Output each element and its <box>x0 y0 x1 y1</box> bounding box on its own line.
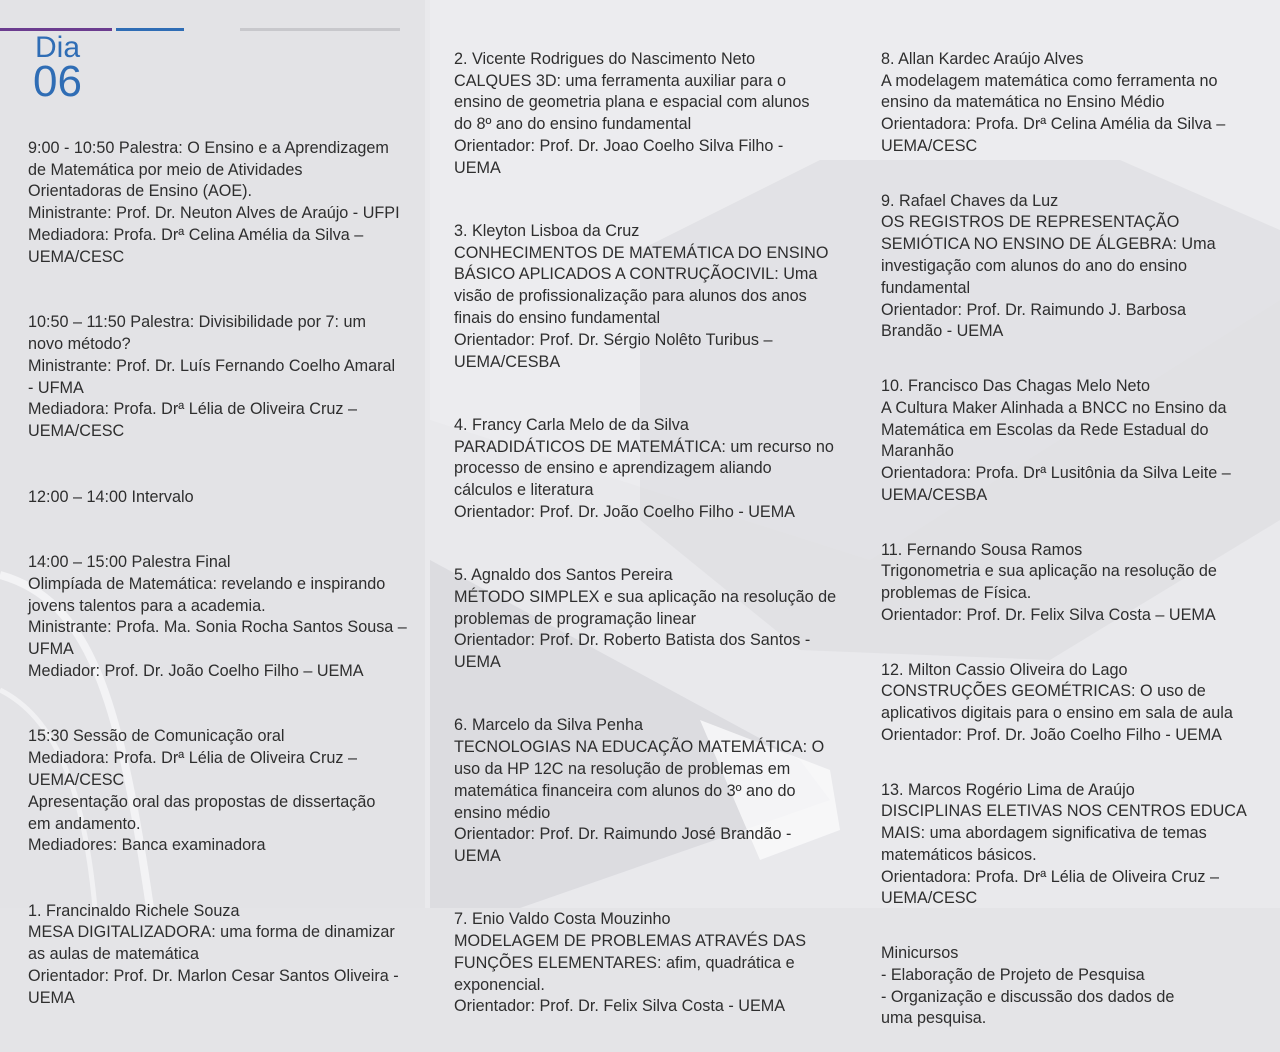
presentation-item: 9. Rafael Chaves da Luz OS REGISTROS DE REPRESENTAÇÃO SEMIÓTICA NO ENSINO DE ÁLGEBRA: Uma investigação com alunos do ano do ensino fundamental Orientador: Prof. Dr. Raimundo J. Barbosa Brandão - UEMA <box>881 191 1216 341</box>
presentation-item: 10. Francisco Das Chagas Melo Neto A Cultura Maker Alinhada a BNCC no Ensino da Matemática em Escolas da Rede Estadual do Maranhão Orientadora: Profa. Drª Lusitônia da Silva Leite – UEMA/CESBA <box>881 376 1231 504</box>
presentation-item: 7. Enio Valdo Costa Mouzinho MODELAGEM DE PROBLEMAS ATRAVÉS DAS FUNÇÕES ELEMENTARES: afim, quadrática e exponencial. Orientador: Prof. Dr. Felix Silva Costa - UEMA <box>454 910 807 1016</box>
minicourses-section: Minicursos - Elaboração de Projeto de Pesquisa - Organização e discussão dos dados de uma pesquisa. <box>881 944 1175 1028</box>
schedule-item: 12:00 – 14:00 Intervalo <box>28 487 194 506</box>
top-accent-line-grey <box>240 28 400 31</box>
schedule-item: 9:00 - 10:50 Palestra: O Ensino e a Aprendizagem de Matemática por meio de Atividades Orientadoras de Ensino (AOE). Ministrante: Prof. Dr. Neuton Alves de Araújo - UFPI Mediadora: Profa. Drª Celina Amélia da Silva – UEMA/CESC <box>28 138 400 266</box>
schedule-column <box>28 116 426 1031</box>
presentation-item: 6. Marcelo da Silva Penha TECNOLOGIAS NA EDUCAÇÃO MATEMÁTICA: O uso da HP 12C na resolução de problemas em matemática financeira com alunos do 3º ano do ensino médio Orientador: Prof. Dr. Raimundo José Brandão - UEMA <box>454 716 825 866</box>
schedule-item: 14:00 – 15:00 Palestra Final Olimpíada de Matemática: revelando e inspirando jovens talentos para a academia. Ministrante: Profa. Ma. Sonia Rocha Santos Sousa – UFMA Mediador: Prof. Dr. João Coelho Filho – UEMA <box>28 552 407 680</box>
presentation-item: 12. Milton Cassio Oliveira do Lago CONSTRUÇÕES GEOMÉTRICAS: O uso de aplicativos digitais para o ensino em sala de aula Orientador: Prof. Dr. João Coelho Filho - UEMA <box>881 660 1233 744</box>
day-label: Dia <box>35 31 81 64</box>
presentations-column-2 <box>454 27 846 1040</box>
presentation-item: 13. Marcos Rogério Lima de Araújo DISCIPLINAS ELETIVAS NOS CENTROS EDUCA MAIS: uma abordagem significativa de temas matemáticos básicos. Orientadora: Profa. Drª Lélia de Oliveira Cruz – UEMA/CESC <box>881 780 1247 908</box>
schedule-item: 10:50 – 11:50 Palestra: Divisibilidade por 7: um novo método? Ministrante: Prof. Dr. Luís Fernando Coelho Amaral - UFMA Mediadora: Profa. Drª Lélia de Oliveira Cruz – UEMA/CESC <box>28 313 396 441</box>
presentation-item: 1. Francinaldo Richele Souza MESA DIGITALIZADORA: uma forma de dinamizar as aulas de matemática Orientador: Prof. Dr. Marlon Cesar Santos Oliveira - UEMA <box>28 901 399 1007</box>
presentation-item: 8. Allan Kardec Araújo Alves A modelagem matemática como ferramenta no ensino da matemática no Ensino Médio Orientadora: Profa. Drª Celina Amélia da Silva – UEMA/CESC <box>881 49 1226 155</box>
presentation-item: 4. Francy Carla Melo de da Silva PARADIDÁTICOS DE MATEMÁTICA: um recurso no processo de ensino e aprendizagem aliando cálculos e literatura Orientador: Prof. Dr. João Coelho Filho - UEMA <box>454 415 834 521</box>
presentation-item: 11. Fernando Sousa Ramos Trigonometria e sua aplicação na resolução de problemas de Física. Orientador: Prof. Dr. Felix Silva Costa – UEMA <box>881 540 1217 624</box>
day-number: 06 <box>33 57 82 106</box>
presentations-column-3 <box>881 27 1253 1052</box>
presentation-item: 2. Vicente Rodrigues do Nascimento Neto CALQUES 3D: uma ferramenta auxiliar para o ensino de geometria plana e espacial com alunos do 8º ano do ensino fundamental Orientador: Prof. Dr. Joao Coelho Silva Filho - UEMA <box>454 49 810 177</box>
presentation-item: 5. Agnaldo dos Santos Pereira MÉTODO SIMPLEX e sua aplicação na resolução de problemas de programação linear Orientador: Prof. Dr. Roberto Batista dos Santos - UEMA <box>454 566 837 672</box>
schedule-item: 15:30 Sessão de Comunicação oral Mediadora: Profa. Drª Lélia de Oliveira Cruz – UEMA/CESC Apresentação oral das propostas de dissertação em andamento. Mediadores: Banca examinadora <box>28 727 376 855</box>
top-accent-line-blue <box>116 28 184 31</box>
presentation-item: 3. Kleyton Lisboa da Cruz CONHECIMENTOS DE MATEMÁTICA DO ENSINO BÁSICO APLICADOS A CONTRUÇÃOCIVIL: Uma visão de profissionalização para alunos dos anos finais do ensino fundamental Orientador: Prof. Dr. Sérgio Nolêto Turibus – UEMA/CESBA <box>454 221 829 371</box>
